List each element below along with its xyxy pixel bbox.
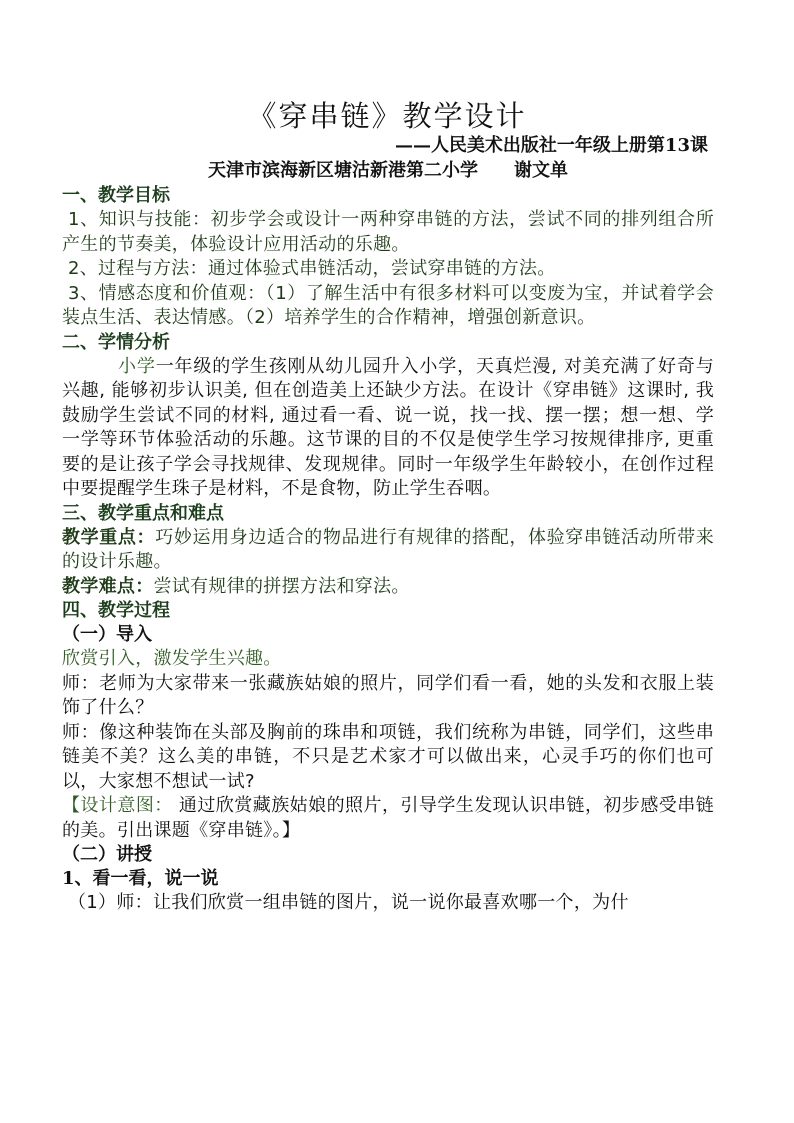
teacher-line-1: 师：老师为大家带来一张藏族姑娘的照片，同学们看一看，她的头发和衣服上装饰了什么？ (62, 672, 714, 718)
design-intent-label: 【设计意图： (62, 795, 173, 816)
key-point-text: 巧妙运用身边适合的物品进行有规律的搭配，体验穿串链活动所带来的设计乐趣。 (62, 526, 715, 572)
objective-item-1: 1、知识与技能：初步学会或设计一两种穿串链的方法，尝试不同的排列组合所产生的节奏美，体验设计应用活动的乐趣。 (62, 209, 714, 255)
section2-heading: 二、学情分析 (62, 331, 170, 353)
sub1-heading: 1、看一看，说一说 (62, 868, 219, 889)
part2-heading: （二）讲授 (62, 844, 152, 865)
section3-heading: 三、教学重点和难点 (62, 502, 224, 524)
section4-heading: 四、教学过程 (62, 600, 170, 621)
design-intent-text: 通过欣赏藏族姑娘的照片，引导学生发现认识串链，初步感受串链的美。引出课题《穿串链》。】 (62, 795, 714, 841)
difficulty-point (62, 575, 714, 600)
design-intent (62, 794, 714, 843)
key-point-label: 教学重点： (62, 526, 156, 548)
student-analysis-paragraph (62, 355, 714, 502)
document-subtitle: ——人民美术出版社一年级上册第13课 (394, 135, 708, 156)
section1-heading: 一、教学目标 (62, 185, 170, 206)
document-page (62, 98, 714, 916)
analysis-body: 一年级的学生孩刚从幼儿园升入小学，天真烂漫, 对美充满了好奇与兴趣, 能够初步认识美, 但在创造美上还缺少方法。在设计《穿串链》这课时, 我鼓励学生尝试不同的材料, 通过看一看、说一说，找一找、摆一摆；想一想、学一学等环节体验活动的乐趣。这节课的目的不仅是使学生学习按规律排序, 更重要的是让孩子学会寻找规律、发现规律。同时一年级学生年龄较小，在创作过程中要提醒学生珠子是材料，不是食物，防止学生吞咽。 (62, 355, 714, 499)
author-name: 谢文单 (514, 160, 568, 181)
document-title: 《穿串链》教学设计 (247, 99, 527, 133)
intro-line: 欣赏引入，激发学生兴趣。 (62, 648, 282, 669)
school-name: 天津市滨海新区塘沽新港第二小学 (208, 160, 478, 181)
objective-item-3: 3、情感态度和价值观：（1）了解生活中有很多材料可以变废为宝，并试着学会装点生活、表达情感。（2）培养学生的合作精神，增强创新意识。 (62, 282, 714, 328)
school-author-line (62, 158, 714, 184)
objective-item-2: 2、过程与方法：通过体验式串链活动，尝试穿串链的方法。 (68, 258, 556, 279)
difficulty-label: 教学难点： (62, 575, 154, 597)
key-point (62, 526, 714, 575)
sub1-text: （1）师：让我们欣赏一组串链的图片，说一说你最喜欢哪一个，为什 (68, 892, 629, 913)
difficulty-text: 尝试有规律的拼摆方法和穿法。 (153, 575, 410, 597)
part1-heading: （一）导入 (62, 624, 152, 645)
teacher-line-2: 师：像这种装饰在头部及胸前的珠串和项链，我们统称为串链，同学们，这些串链美不美？这么美的串链，不只是艺术家才可以做出来，心灵手巧的你们也可以，大家想不想试一试? (62, 721, 714, 792)
analysis-lead: 小学 (118, 355, 156, 377)
